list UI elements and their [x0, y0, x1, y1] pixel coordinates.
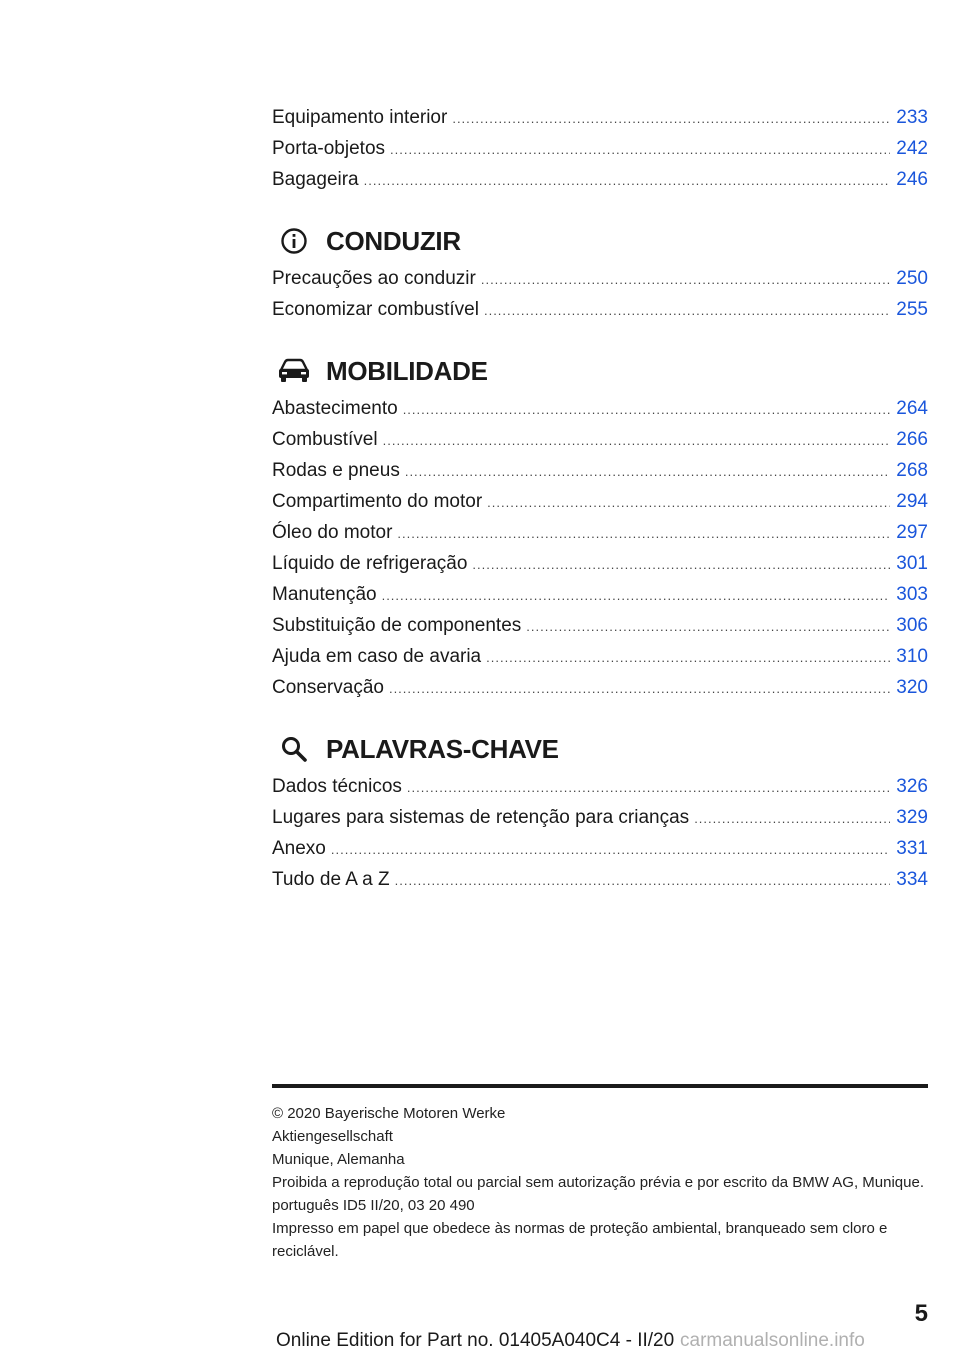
- footer-edition: Online Edition for Part no. 01405A040C4 - II/20: [276, 1330, 675, 1351]
- leader-dots: [452, 103, 890, 134]
- toc-entry[interactable]: [272, 579, 928, 610]
- car-icon: [274, 355, 314, 387]
- leader-dots: [486, 642, 890, 673]
- toc-entry-title: Tudo de A a Z: [272, 869, 390, 890]
- toc-entry-page[interactable]: 233: [896, 107, 928, 128]
- toc-entry[interactable]: [272, 486, 928, 517]
- toc-entry[interactable]: [272, 164, 928, 195]
- toc-entry[interactable]: [272, 672, 928, 703]
- watermark: carmanualsonline.info: [680, 1330, 865, 1351]
- section-title: CONDUZIR: [326, 225, 461, 256]
- toc-entry-page[interactable]: 334: [896, 869, 928, 890]
- leader-dots: [364, 165, 891, 196]
- toc-entry-title: Lugares para sistemas de retenção para crianças: [272, 807, 690, 828]
- search-icon: [274, 733, 314, 765]
- toc-entry-title: Dados técnicos: [272, 776, 402, 797]
- toc-entry-title: Rodas e pneus: [272, 460, 400, 481]
- leader-dots: [487, 487, 890, 518]
- leader-dots: [694, 803, 890, 834]
- leader-dots: [405, 456, 890, 487]
- toc-entry-title: Substituição de componentes: [272, 615, 522, 636]
- toc-entry-title: Anexo: [272, 838, 326, 859]
- leader-dots: [331, 834, 890, 865]
- leader-dots: [390, 134, 890, 165]
- leader-dots: [389, 673, 890, 704]
- paper-line: Impresso em papel que obedece às normas de proteção ambiental, branqueado sem cloro e reciclável.: [272, 1220, 888, 1260]
- leader-dots: [526, 611, 890, 642]
- leader-dots: [403, 394, 891, 425]
- toc-entry-page[interactable]: 331: [896, 838, 928, 859]
- toc-entry-page[interactable]: 294: [896, 491, 928, 512]
- toc-entry-page[interactable]: 329: [896, 807, 928, 828]
- info-icon: [274, 225, 314, 257]
- company-line: Aktiengesellschaft: [272, 1128, 393, 1145]
- page-number: 5: [914, 1300, 928, 1327]
- leader-dots: [481, 264, 890, 295]
- toc-entry-title: Compartimento do motor: [272, 491, 483, 512]
- toc-entry-page[interactable]: 250: [896, 268, 928, 289]
- leader-dots: [382, 580, 891, 611]
- toc-entry-page[interactable]: 297: [896, 522, 928, 543]
- divider-rule: [272, 1084, 928, 1088]
- leader-dots: [395, 865, 891, 896]
- toc-entry-page[interactable]: 326: [896, 776, 928, 797]
- toc-list-top: [272, 102, 928, 195]
- toc-entry[interactable]: [272, 833, 928, 864]
- toc-entry[interactable]: [272, 641, 928, 672]
- toc-entry[interactable]: [272, 864, 928, 895]
- toc-entry[interactable]: [272, 455, 928, 486]
- toc-entry[interactable]: [272, 771, 928, 802]
- toc-entry-page[interactable]: 264: [896, 398, 928, 419]
- toc-entry-title: Ajuda em caso de avaria: [272, 646, 482, 667]
- section-heading-palavras-chave: [272, 729, 928, 769]
- section-title: MOBILIDADE: [326, 355, 488, 386]
- toc-entry-page[interactable]: 310: [896, 646, 928, 667]
- toc-entry[interactable]: [272, 802, 928, 833]
- toc-entry-page[interactable]: 255: [896, 299, 928, 320]
- toc-entry[interactable]: [272, 393, 928, 424]
- toc-entry-page[interactable]: 266: [896, 429, 928, 450]
- toc-entry[interactable]: [272, 548, 928, 579]
- section-title: PALAVRAS-CHAVE: [326, 733, 559, 764]
- section-heading-conduzir: [272, 221, 928, 261]
- leader-dots: [407, 772, 890, 803]
- toc-entry-title: Conservação: [272, 677, 384, 698]
- toc-entry-page[interactable]: 306: [896, 615, 928, 636]
- legal-notice: [272, 1102, 932, 1263]
- section-heading-mobilidade: [272, 351, 928, 391]
- toc-entry[interactable]: [272, 263, 928, 294]
- toc-entry-title: Bagageira: [272, 169, 359, 190]
- leader-dots: [472, 549, 890, 580]
- rights-line: Proibida a reprodução total ou parcial sem autorização prévia e por escrito da BMW AG, Munique.: [272, 1174, 925, 1191]
- toc-entry-title: Abastecimento: [272, 398, 398, 419]
- leader-dots: [484, 295, 890, 326]
- toc-entry-page[interactable]: 242: [896, 138, 928, 159]
- toc-entry[interactable]: [272, 294, 928, 325]
- toc-page: [272, 0, 928, 895]
- toc-entry[interactable]: [272, 102, 928, 133]
- toc-entry[interactable]: [272, 610, 928, 641]
- toc-entry-title: Manutenção: [272, 584, 377, 605]
- toc-entry-title: Líquido de refrigeração: [272, 553, 468, 574]
- toc-entry[interactable]: [272, 133, 928, 164]
- edition-line: português ID5 II/20, 03 20 490: [272, 1197, 475, 1214]
- toc-entry[interactable]: [272, 424, 928, 455]
- toc-entry-title: Porta-objetos: [272, 138, 386, 159]
- toc-entry-page[interactable]: 301: [896, 553, 928, 574]
- toc-entry-title: Precauções ao conduzir: [272, 268, 476, 289]
- toc-entry-page[interactable]: 303: [896, 584, 928, 605]
- toc-entry-page[interactable]: 320: [896, 677, 928, 698]
- toc-entry-page[interactable]: 246: [896, 169, 928, 190]
- copyright-line: © 2020 Bayerische Motoren Werke: [272, 1105, 506, 1122]
- location-line: Munique, Alemanha: [272, 1151, 405, 1168]
- toc-entry-title: Combustível: [272, 429, 378, 450]
- toc-entry-title: Óleo do motor: [272, 522, 393, 543]
- toc-entry-page[interactable]: 268: [896, 460, 928, 481]
- leader-dots: [397, 518, 890, 549]
- toc-entry-title: Equipamento interior: [272, 107, 448, 128]
- leader-dots: [383, 425, 891, 456]
- toc-entry-title: Economizar combustível: [272, 299, 479, 320]
- toc-entry[interactable]: [272, 517, 928, 548]
